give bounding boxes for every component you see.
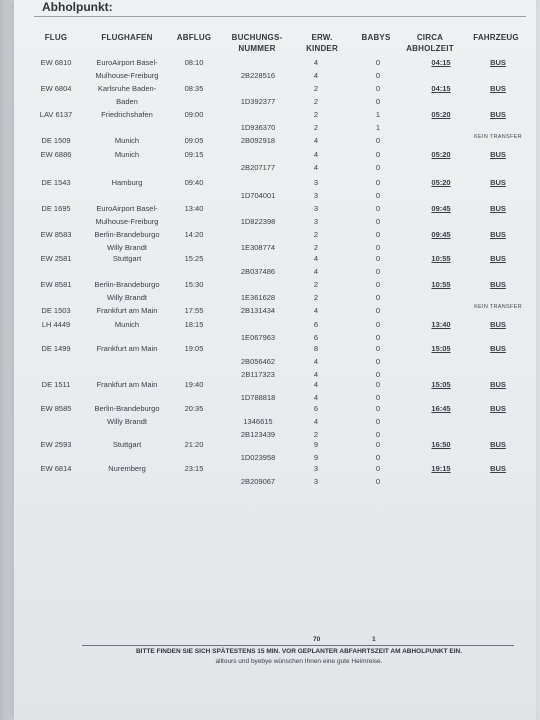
vehicle-bus: BUS bbox=[490, 320, 506, 329]
adults-children-count: 6 bbox=[313, 404, 319, 413]
departure-time: 09:05 bbox=[184, 136, 204, 145]
babies-count: 0 bbox=[375, 370, 381, 379]
pickup-time: 13:40 bbox=[431, 320, 451, 329]
flight-number: EW 2581 bbox=[40, 254, 72, 263]
adults-children-count: 3 bbox=[313, 217, 319, 226]
flight-number: DE 1499 bbox=[41, 344, 71, 353]
header-erw-kinder: ERW. KINDER bbox=[306, 33, 338, 53]
flight-number: LH 4449 bbox=[41, 320, 71, 329]
header-flug: FLUG bbox=[44, 33, 68, 42]
babies-count: 0 bbox=[375, 306, 381, 315]
babies-count: 0 bbox=[375, 163, 381, 172]
adults-children-count: 4 bbox=[313, 58, 319, 67]
babies-count: 1 bbox=[375, 123, 381, 132]
airport-name: Karlsruhe Baden- bbox=[97, 84, 157, 93]
pickup-time: 09:45 bbox=[431, 204, 451, 213]
booking-number: 2B117323 bbox=[241, 370, 275, 379]
header-circa-abholzeit: CIRCA ABHOLZEIT bbox=[406, 33, 454, 53]
no-transfer-label: KEIN TRANSFER bbox=[474, 134, 522, 140]
babies-count: 0 bbox=[375, 178, 381, 187]
adults-children-count: 4 bbox=[313, 393, 319, 402]
flight-number: DE 1503 bbox=[41, 306, 71, 315]
vehicle-bus: BUS bbox=[490, 178, 506, 187]
adults-children-count: 4 bbox=[313, 370, 319, 379]
paper-sheet bbox=[14, 0, 536, 720]
adults-children-count: 4 bbox=[313, 267, 319, 276]
adults-children-count: 3 bbox=[313, 204, 319, 213]
airport-name: Friedrichshafen bbox=[101, 110, 153, 119]
babies-count: 0 bbox=[375, 217, 381, 226]
adults-children-count: 2 bbox=[313, 293, 319, 302]
departure-time: 08:10 bbox=[184, 58, 204, 67]
babies-count: 0 bbox=[375, 464, 381, 473]
pickup-time: 09:45 bbox=[431, 230, 451, 239]
babies-count: 0 bbox=[375, 320, 381, 329]
vehicle-bus: BUS bbox=[490, 464, 506, 473]
adults-children-count: 3 bbox=[313, 477, 319, 486]
title-divider bbox=[34, 16, 526, 17]
airport-name: EuroAirport Basel- bbox=[96, 204, 158, 213]
header-babys: BABYS bbox=[361, 33, 391, 42]
pickup-time: 05:20 bbox=[431, 178, 451, 187]
babies-count: 0 bbox=[375, 357, 381, 366]
flight-number: EW 2593 bbox=[40, 440, 72, 449]
babies-count: 0 bbox=[375, 440, 381, 449]
adults-children-count: 4 bbox=[313, 254, 319, 263]
vehicle-bus: BUS bbox=[490, 84, 506, 93]
booking-number: 1D936370 bbox=[240, 123, 276, 132]
vehicle-bus: BUS bbox=[490, 110, 506, 119]
pickup-time: 05:20 bbox=[431, 110, 451, 119]
departure-time: 18:15 bbox=[184, 320, 204, 329]
airport-name: Willy Brandt bbox=[106, 293, 147, 302]
departure-time: 19:40 bbox=[184, 380, 204, 389]
babies-count: 0 bbox=[375, 267, 381, 276]
flight-number: EW 8581 bbox=[40, 280, 72, 289]
vehicle-bus: BUS bbox=[490, 380, 506, 389]
booking-number: 2B207177 bbox=[240, 163, 276, 172]
pickup-time: 15:05 bbox=[431, 380, 451, 389]
babies-count: 0 bbox=[375, 280, 381, 289]
booking-number: 1D023958 bbox=[240, 453, 276, 462]
booking-number: 2B209067 bbox=[240, 477, 276, 486]
adults-children-count: 2 bbox=[313, 230, 319, 239]
babies-count: 0 bbox=[375, 333, 381, 342]
babies-count: 0 bbox=[375, 230, 381, 239]
booking-number: 2B228516 bbox=[240, 71, 276, 80]
page-edge-shadow bbox=[0, 0, 14, 720]
departure-time: 15:30 bbox=[184, 280, 204, 289]
booking-number: 2B037486 bbox=[240, 267, 276, 276]
pickup-time: 04:15 bbox=[431, 84, 451, 93]
booking-number: 1E067963 bbox=[240, 333, 276, 342]
pickup-time: 19:15 bbox=[431, 464, 451, 473]
airport-name: Frankfurt am Main bbox=[96, 344, 158, 353]
flight-number: LAV 6137 bbox=[39, 110, 73, 119]
vehicle-bus: BUS bbox=[490, 440, 506, 449]
babies-count: 0 bbox=[375, 136, 381, 145]
departure-time: 15:25 bbox=[184, 254, 204, 263]
airport-name: Hamburg bbox=[111, 178, 143, 187]
booking-number: 1D788818 bbox=[240, 393, 276, 402]
adults-children-count: 2 bbox=[313, 280, 319, 289]
babies-count: 0 bbox=[375, 97, 381, 106]
babies-count: 0 bbox=[375, 380, 381, 389]
departure-time: 09:15 bbox=[184, 150, 204, 159]
no-transfer-label: KEIN TRANSFER bbox=[474, 304, 522, 310]
departure-time: 13:40 bbox=[184, 204, 204, 213]
vehicle-bus: BUS bbox=[490, 58, 506, 67]
babies-count: 0 bbox=[375, 84, 381, 93]
babies-count: 0 bbox=[375, 254, 381, 263]
babies-count: 0 bbox=[375, 58, 381, 67]
vehicle-bus: BUS bbox=[490, 150, 506, 159]
vehicle-bus: BUS bbox=[490, 280, 506, 289]
adults-children-count: 6 bbox=[313, 333, 319, 342]
adults-children-count: 9 bbox=[313, 453, 319, 462]
adults-children-count: 4 bbox=[313, 357, 319, 366]
airport-name: Berlin-Brandeburgo bbox=[94, 280, 160, 289]
babies-count: 0 bbox=[375, 430, 381, 439]
header-buchungsnummer: BUCHUNGS- NUMMER bbox=[231, 33, 283, 53]
adults-children-count: 4 bbox=[313, 163, 319, 172]
airport-name: Nuremberg bbox=[108, 464, 146, 473]
pickup-time: 16:50 bbox=[431, 440, 451, 449]
babies-count: 0 bbox=[375, 344, 381, 353]
booking-number: 1346615 bbox=[243, 417, 273, 426]
adults-children-count: 3 bbox=[313, 178, 319, 187]
adults-children-count: 9 bbox=[313, 440, 319, 449]
airport-name: Willy Brandt bbox=[106, 417, 147, 426]
flight-number: DE 1509 bbox=[41, 136, 71, 145]
header-flughafen: FLUGHAFEN bbox=[101, 33, 153, 42]
booking-number: 1D704001 bbox=[240, 191, 276, 200]
airport-name: Frankfurt am Main bbox=[96, 380, 158, 389]
pickup-time: 04:15 bbox=[431, 58, 451, 67]
adults-children-count: 2 bbox=[313, 123, 319, 132]
booking-number: 1D392377 bbox=[240, 97, 276, 106]
footer-divider bbox=[82, 645, 514, 646]
babies-count: 0 bbox=[375, 191, 381, 200]
pickup-time: 16:45 bbox=[431, 404, 451, 413]
airport-name: Baden bbox=[116, 97, 138, 106]
airport-name: EuroAirport Basel- bbox=[96, 58, 158, 67]
adults-children-count: 3 bbox=[313, 464, 319, 473]
departure-time: 09:00 bbox=[184, 110, 204, 119]
adults-children-count: 4 bbox=[313, 417, 319, 426]
footer-notice: BITTE FINDEN SIE SICH SPÄTESTENS 15 MIN. VOR GEPLANTER ABFAHRTSZEIT AM ABHOLPUNKT EIN. bbox=[135, 648, 463, 655]
flight-number: DE 1695 bbox=[41, 204, 71, 213]
airport-name: Stuttgart bbox=[112, 254, 142, 263]
vehicle-bus: BUS bbox=[490, 204, 506, 213]
adults-children-count: 3 bbox=[313, 191, 319, 200]
departure-time: 17:55 bbox=[184, 306, 204, 315]
adults-children-count: 6 bbox=[313, 320, 319, 329]
babies-count: 0 bbox=[375, 453, 381, 462]
footer-greeting: alltours und byebye wünschen Ihnen eine gute Heimreise. bbox=[215, 658, 383, 665]
pickup-time: 10:55 bbox=[431, 280, 451, 289]
adults-children-count: 4 bbox=[313, 150, 319, 159]
departure-time: 14:20 bbox=[184, 230, 204, 239]
babies-count: 0 bbox=[375, 393, 381, 402]
pickup-time: 10:55 bbox=[431, 254, 451, 263]
babies-count: 1 bbox=[375, 110, 381, 119]
adults-children-count: 2 bbox=[313, 97, 319, 106]
adults-children-count: 2 bbox=[313, 84, 319, 93]
airport-name: Mulhouse-Freiburg bbox=[95, 217, 159, 226]
booking-number: 2B131434 bbox=[240, 306, 276, 315]
adults-children-count: 4 bbox=[313, 71, 319, 80]
adults-children-count: 4 bbox=[313, 380, 319, 389]
departure-time: 19:05 bbox=[184, 344, 204, 353]
flight-number: EW 6814 bbox=[40, 464, 72, 473]
vehicle-bus: BUS bbox=[490, 404, 506, 413]
booking-number: 1E308774 bbox=[240, 243, 276, 252]
airport-name: Mulhouse-Freiburg bbox=[95, 71, 159, 80]
babies-count: 0 bbox=[375, 204, 381, 213]
booking-number: 1D822398 bbox=[240, 217, 276, 226]
vehicle-bus: BUS bbox=[490, 230, 506, 239]
airport-name: Munich bbox=[114, 150, 140, 159]
airport-name: Berlin-Brandeburgo bbox=[94, 230, 160, 239]
vehicle-bus: BUS bbox=[490, 344, 506, 353]
pickup-time: 15:05 bbox=[431, 344, 451, 353]
total-erw: 70 bbox=[313, 636, 321, 643]
booking-number: 2B123439 bbox=[240, 430, 276, 439]
header-abflug: ABFLUG bbox=[176, 33, 212, 42]
airport-name: Berlin-Brandeburgo bbox=[94, 404, 160, 413]
departure-time: 20:35 bbox=[184, 404, 204, 413]
flight-number: EW 6804 bbox=[40, 84, 72, 93]
departure-time: 21:20 bbox=[184, 440, 204, 449]
adults-children-count: 4 bbox=[313, 306, 319, 315]
adults-children-count: 2 bbox=[313, 243, 319, 252]
babies-count: 0 bbox=[375, 150, 381, 159]
page-title: Abholpunkt: bbox=[42, 0, 113, 14]
babies-count: 0 bbox=[375, 243, 381, 252]
flight-number: EW 6810 bbox=[40, 58, 72, 67]
flight-number: EW 8583 bbox=[40, 230, 72, 239]
babies-count: 0 bbox=[375, 417, 381, 426]
vehicle-bus: BUS bbox=[490, 254, 506, 263]
babies-count: 0 bbox=[375, 404, 381, 413]
departure-time: 23:15 bbox=[184, 464, 204, 473]
adults-children-count: 4 bbox=[313, 136, 319, 145]
departure-time: 08:35 bbox=[184, 84, 204, 93]
babies-count: 0 bbox=[375, 293, 381, 302]
babies-count: 0 bbox=[375, 477, 381, 486]
booking-number: 1E361628 bbox=[240, 293, 276, 302]
airport-name: Munich bbox=[114, 320, 140, 329]
adults-children-count: 2 bbox=[313, 110, 319, 119]
airport-name: Stuttgart bbox=[112, 440, 142, 449]
pickup-time: 05:20 bbox=[431, 150, 451, 159]
flight-number: EW 6886 bbox=[40, 150, 72, 159]
adults-children-count: 2 bbox=[313, 430, 319, 439]
flight-number: DE 1543 bbox=[41, 178, 71, 187]
airport-name: Frankfurt am Main bbox=[96, 306, 158, 315]
flight-number: EW 8585 bbox=[40, 404, 72, 413]
flight-number: DE 1511 bbox=[41, 380, 71, 389]
booking-number: 2B092918 bbox=[240, 136, 276, 145]
booking-number: 2B056462 bbox=[240, 357, 276, 366]
total-babys: 1 bbox=[372, 636, 376, 643]
babies-count: 0 bbox=[375, 71, 381, 80]
airport-name: Munich bbox=[114, 136, 140, 145]
header-fahrzeug: FAHRZEUG bbox=[473, 33, 519, 42]
adults-children-count: 8 bbox=[313, 344, 319, 353]
airport-name: Willy Brandt bbox=[106, 243, 147, 252]
departure-time: 09:40 bbox=[184, 178, 204, 187]
